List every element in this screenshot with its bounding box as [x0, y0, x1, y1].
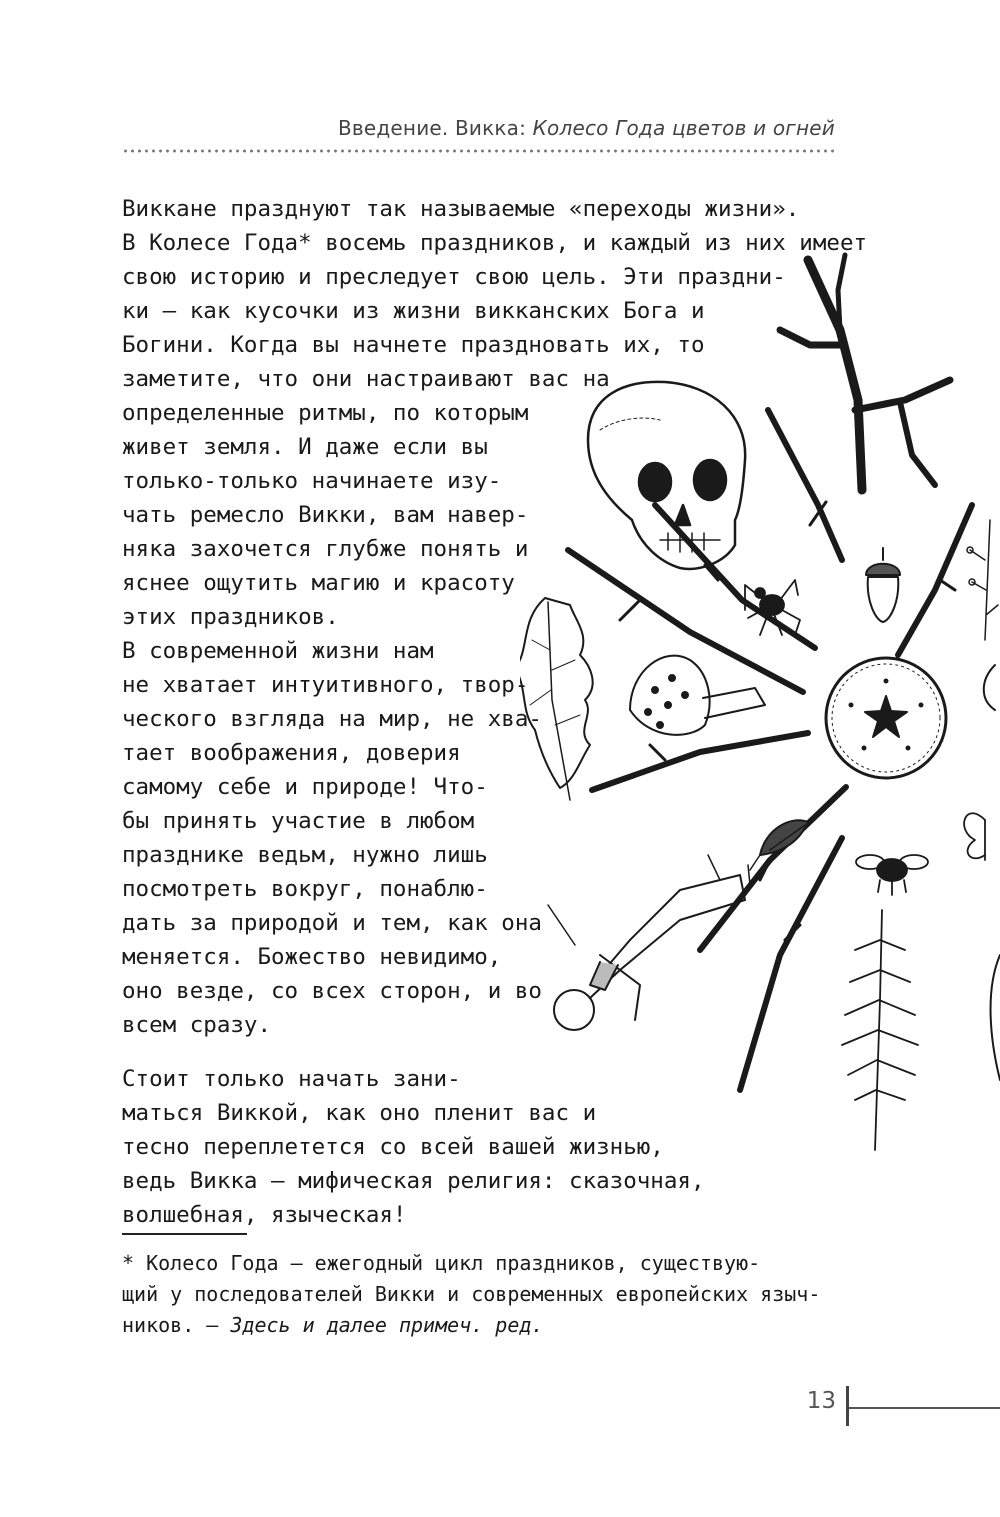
body-line: этих праздников. — [122, 604, 339, 630]
body-line: всем сразу. — [122, 1012, 272, 1038]
running-head-section: Введение. Викка: — [337, 116, 533, 140]
corn-dolly-icon — [548, 855, 750, 1030]
body-line: только-только начинаете изу- — [122, 468, 502, 494]
body-line: В Колесе Года* восемь праздников, и каждый из них имеет — [122, 230, 868, 256]
body-line: ки — как кусочки из жизни викканских Бога и — [122, 298, 705, 324]
body-line: няка захочется глубже понять и — [122, 536, 529, 562]
footnote-editor-note: Здесь и далее примеч. ред. — [230, 1313, 544, 1337]
skull-icon — [588, 382, 745, 569]
body-line: Богини. Когда вы начнете праздновать их, то — [122, 332, 705, 358]
body-line: дать за природой и тем, как она — [122, 910, 542, 936]
body-line: празднике ведьм, нужно лишь — [122, 842, 488, 868]
body-line: ческого взгляда на мир, не хва- — [122, 706, 542, 732]
body-line: оно везде, со всех сторон, и во — [122, 978, 542, 1004]
dotted-divider — [122, 148, 835, 154]
body-line: Виккане празднуют так называемые «переходы жизни». — [122, 196, 800, 222]
body-line: тесно переплетется со всей вашей жизнью, — [122, 1134, 664, 1160]
running-head — [338, 116, 835, 140]
folio-line — [849, 1407, 1000, 1409]
body-line: волшебная, языческая! — [122, 1202, 407, 1228]
mushroom-icon — [630, 656, 765, 735]
running-head-title: Колесо Года цветов и огней — [532, 116, 835, 140]
bee-icon — [856, 855, 928, 895]
flower-icon — [984, 665, 1000, 1080]
body-line: заметите, что они настраивают вас на — [122, 366, 610, 392]
body-line: маться Виккой, как оно пленит вас и — [122, 1100, 597, 1126]
body-line: не хватает интуитивного, твор- — [122, 672, 529, 698]
body-line: яснее ощутить магию и красоту — [122, 570, 515, 596]
footnote-line: * Колесо Года — ежегодный цикл праздников, существую- — [122, 1251, 761, 1275]
page-number: 13 — [806, 1388, 836, 1414]
oak-leaf-icon — [520, 598, 593, 800]
footnote-text: ников. — — [122, 1313, 231, 1337]
body-line: ведь Викка — мифическая религия: сказочная, — [122, 1168, 705, 1194]
footnote-line: щий у последователей Викки и современных европейских языч- — [122, 1282, 821, 1306]
sprig-icon — [967, 520, 998, 640]
fern-icon — [842, 910, 918, 1150]
body-line: посмотреть вокруг, понаблю- — [122, 876, 488, 902]
body-line: В современной жизни нам — [122, 638, 434, 664]
body-line: бы принять участие в любом — [122, 808, 475, 834]
butterfly-icon — [964, 813, 985, 860]
wheel-illustration — [520, 230, 1000, 1170]
footnote-line — [122, 1310, 543, 1341]
body-line: тает воображения, доверия — [122, 740, 461, 766]
body-line: самому себе и природе! Что- — [122, 774, 488, 800]
antler-icon — [780, 255, 950, 490]
twig-icon — [568, 410, 972, 1090]
acorn-icon — [866, 548, 900, 622]
body-line: определенные ритмы, по которым — [122, 400, 529, 426]
folio-bar — [846, 1386, 849, 1426]
body-line: меняется. Божество невидимо, — [122, 944, 502, 970]
body-line: Стоит только начать зани- — [122, 1066, 461, 1092]
body-line: чать ремесло Викки, вам навер- — [122, 502, 529, 528]
body-line: свою историю и преследует свою цель. Эти праздни- — [122, 264, 786, 290]
wheat-icon — [750, 820, 808, 870]
apple-slice-icon — [826, 658, 946, 778]
footnote-rule — [122, 1233, 247, 1235]
body-line: живет земля. И даже если вы — [122, 434, 488, 460]
